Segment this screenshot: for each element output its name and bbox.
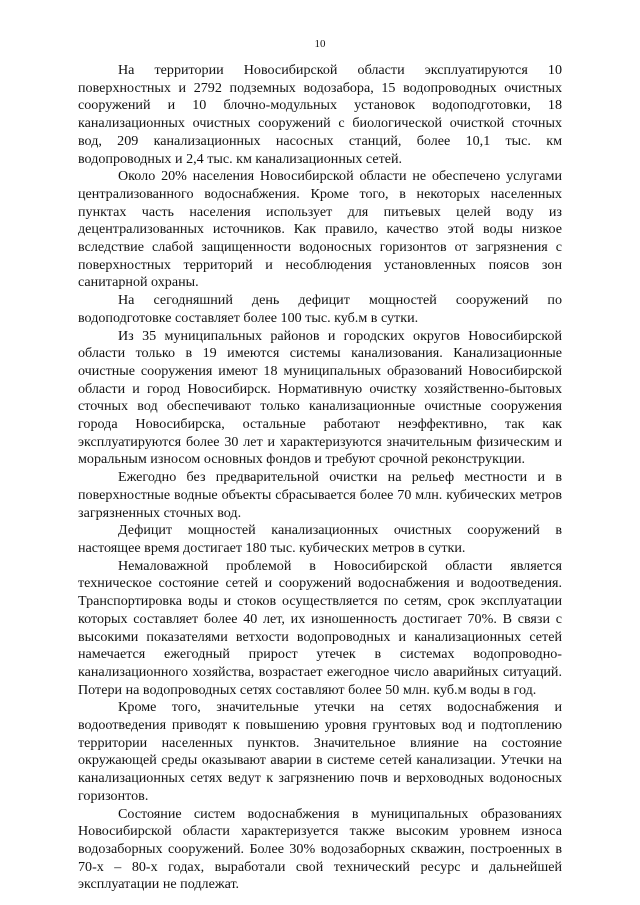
paragraph: Около 20% населения Новосибирской области не обеспечено услугами централизованного водоснабжения. Кроме того, в некоторых населенных пунктах часть населения использует для питьевых целей воду из децентрализованных источников. Как правило, качество этой воды низкое вследствие слабой защищенности водоносных горизонтов от загрязнения с поверхностных территорий и несоблюдения установленных поясов зон санитарной охраны.: [78, 168, 562, 291]
page-number: 10: [314, 38, 326, 50]
paragraph: На сегодняшний день дефицит мощностей сооружений по водоподготовке составляет более 100 тыс. куб.м в сутки.: [78, 292, 562, 326]
paragraph: Состояние систем водоснабжения в муниципальных образованиях Новосибирской области характеризуется также высоким уровнем износа водозаборных сооружений. Более 30% водозаборных скважин, построенных в 70-х – 80-х годах, выработали свой технический ресурс и дальнейшей эксплуатации не подлежат.: [78, 805, 562, 893]
paragraph: Кроме того, значительные утечки на сетях водоснабжения и водоотведения приводят к повышению уровня грунтовых вод и подтоплению территории населенных пунктов. Значительное влияние на состояние окружающей среды оказывают аварии в системе сетей канализации. Утечки на канализационных сетях ведут к загрязнению почв и верховодных водоносных горизонтов.: [78, 699, 562, 804]
document-body: [78, 62, 562, 894]
paragraph: На территории Новосибирской области эксплуатируются 10 поверхностных и 2792 подземных водозабора, 15 водопроводных очистных сооружений и 10 блочно-модульных установок водоподготовки, 18 канализационных очистных сооружений с биологической очисткой сточных вод, 209 канализационных насосных станций, более 10,1 тыс. км водопроводных и 2,4 тыс. км канализационных сетей.: [78, 62, 562, 167]
paragraph: Из 35 муниципальных районов и городских округов Новосибирской области только в 19 имеются системы канализования. Канализационные очистные сооружения имеют 18 муниципальных образований Новосибирской области и город Новосибирск. Нормативную очистку хозяйственно-бытовых сточных вод обеспечивают только канализационные очистные сооружения города Новосибирска, остальные работают неэффективно, так как эксплуатируются более 30 лет и характеризуются значительным физическим и моральным износом основных фондов и требуют срочной реконструкции.: [78, 327, 562, 468]
paragraph: Немаловажной проблемой в Новосибирской области является техническое состояние сетей и сооружений водоснабжения и водоотведения. Транспортировка воды и стоков осуществляется по сетям, срок эксплуатации которых составляет более 40 лет, их изношенность достигает 70%. В связи с высокими показателями ветхости водопроводных и канализационных сетей намечается ежегодный прирост утечек в системах водопроводно-канализационного хозяйства, возрастает ежегодное число аварийных ситуаций. Потери на водопроводных сетях составляют более 50 млн. куб.м воды в год.: [78, 557, 562, 698]
paragraph: Дефицит мощностей канализационных очистных сооружений в настоящее время достигает 180 тыс. кубических метров в сутки.: [78, 522, 562, 556]
paragraph: Ежегодно без предварительной очистки на рельеф местности и в поверхностные водные объекты сбрасывается более 70 млн. кубических метров загрязненных сточных вод.: [78, 469, 562, 521]
